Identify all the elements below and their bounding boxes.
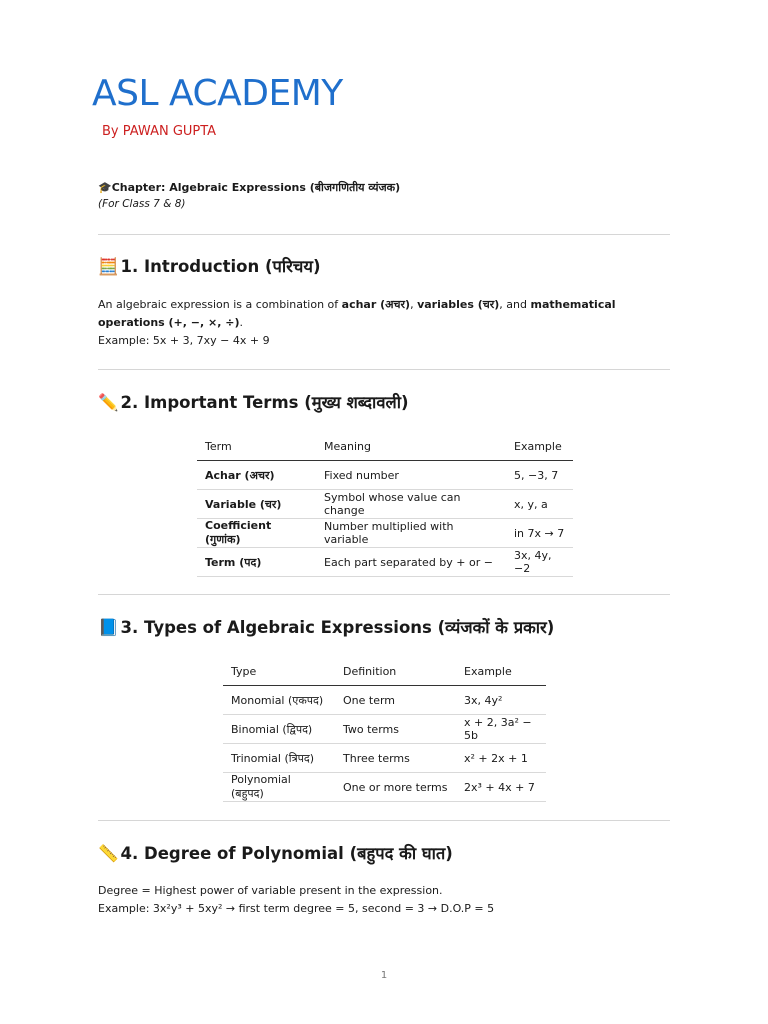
intro-example: Example: 5x + 3, 7xy − 4x + 9 <box>98 334 270 347</box>
intro-text: . <box>239 316 243 329</box>
abacus-icon: 🧮 <box>98 257 119 276</box>
brand-title: ASL ACADEMY <box>92 73 343 114</box>
section-3-heading <box>98 616 554 640</box>
table-cell: Term (पद) <box>197 548 316 577</box>
table-cell: x² + 2x + 1 <box>456 744 546 773</box>
page-number: 1 <box>380 970 388 981</box>
column-header: Meaning <box>316 432 506 461</box>
table-header-row <box>197 432 573 461</box>
column-header: Definition <box>335 657 456 686</box>
degree-definition: Degree = Highest power of variable present in the expression. <box>98 884 443 897</box>
intro-text: , and <box>499 298 531 311</box>
table-row <box>223 773 546 802</box>
pencil-icon: ✏️ <box>98 393 119 412</box>
column-header: Term <box>197 432 316 461</box>
chapter-title: Chapter: Algebraic Expressions (बीजगणितीय व्यंजक) <box>111 181 401 194</box>
intro-text: , <box>410 298 418 311</box>
table-cell: 2x³ + 4x + 7 <box>456 773 546 802</box>
table-cell: 3x, 4y² <box>456 686 546 715</box>
table-cell: Fixed number <box>316 461 506 490</box>
blue-book-icon: 📘 <box>98 618 119 637</box>
table-cell: One term <box>335 686 456 715</box>
intro-paragraph <box>98 296 674 350</box>
section-2-heading <box>98 391 409 415</box>
table-row <box>197 519 573 548</box>
table-cell: Two terms <box>335 715 456 744</box>
column-header: Example <box>456 657 546 686</box>
section-2-title: 2. Important Terms (मुख्य शब्दावली) <box>120 393 409 412</box>
table-row <box>223 744 546 773</box>
section-3-title: 3. Types of Algebraic Expressions (व्यंजकों के प्रकार) <box>120 618 555 637</box>
table-cell: Binomial (द्विपद) <box>223 715 335 744</box>
table-cell: x + 2, 3a² − 5b <box>456 715 546 744</box>
table-row <box>197 461 573 490</box>
table-row <box>197 490 573 519</box>
ruler-icon: 📏 <box>98 844 119 863</box>
section-4-heading <box>98 842 453 866</box>
author-line: By PAWAN GUPTA <box>102 124 217 139</box>
table-cell: x, y, a <box>506 490 573 519</box>
table-row <box>197 548 573 577</box>
divider <box>98 234 670 235</box>
terms-table <box>197 432 573 577</box>
section-1-heading <box>98 255 321 279</box>
types-table <box>223 657 546 802</box>
graduation-cap-icon: 🎓 <box>98 181 112 194</box>
degree-paragraph <box>98 882 674 918</box>
table-cell: Symbol whose value can change <box>316 490 506 519</box>
column-header: Example <box>506 432 573 461</box>
table-row <box>223 715 546 744</box>
table-header-row <box>223 657 546 686</box>
table-cell: Polynomial (बहुपद) <box>223 773 335 802</box>
table-cell: Variable (चर) <box>197 490 316 519</box>
table-cell: 5, −3, 7 <box>506 461 573 490</box>
table-cell: Three terms <box>335 744 456 773</box>
table-cell: Trinomial (त्रिपद) <box>223 744 335 773</box>
table-cell: Monomial (एकपद) <box>223 686 335 715</box>
table-row <box>223 686 546 715</box>
intro-operations: mathematical operations (+, −, ×, ÷) <box>98 298 616 329</box>
column-header: Type <box>223 657 335 686</box>
degree-example: Example: 3x²y³ + 5xy² → first term degree = 5, second = 3 → D.O.P = 5 <box>98 902 495 915</box>
divider <box>98 594 670 595</box>
table-cell: 3x, 4y, −2 <box>506 548 573 577</box>
table-cell: in 7x → 7 <box>506 519 573 548</box>
intro-text: An algebraic expression is a combination of <box>98 298 342 311</box>
table-cell: Coefficient (गुणांक) <box>197 519 316 548</box>
table-cell: Each part separated by + or − <box>316 548 506 577</box>
table-cell: One or more terms <box>335 773 456 802</box>
class-info: (For Class 7 & 8) <box>98 198 186 210</box>
intro-variables: variables (चर) <box>417 298 500 311</box>
table-cell: Number multiplied with variable <box>316 519 506 548</box>
intro-achar: achar (अचर) <box>341 298 411 311</box>
divider <box>98 369 670 370</box>
section-4-title: 4. Degree of Polynomial (बहुपद की घात) <box>120 844 453 863</box>
divider <box>98 820 670 821</box>
section-1-title: 1. Introduction (परिचय) <box>120 257 321 276</box>
chapter-heading <box>98 180 400 195</box>
table-cell: Achar (अचर) <box>197 461 316 490</box>
